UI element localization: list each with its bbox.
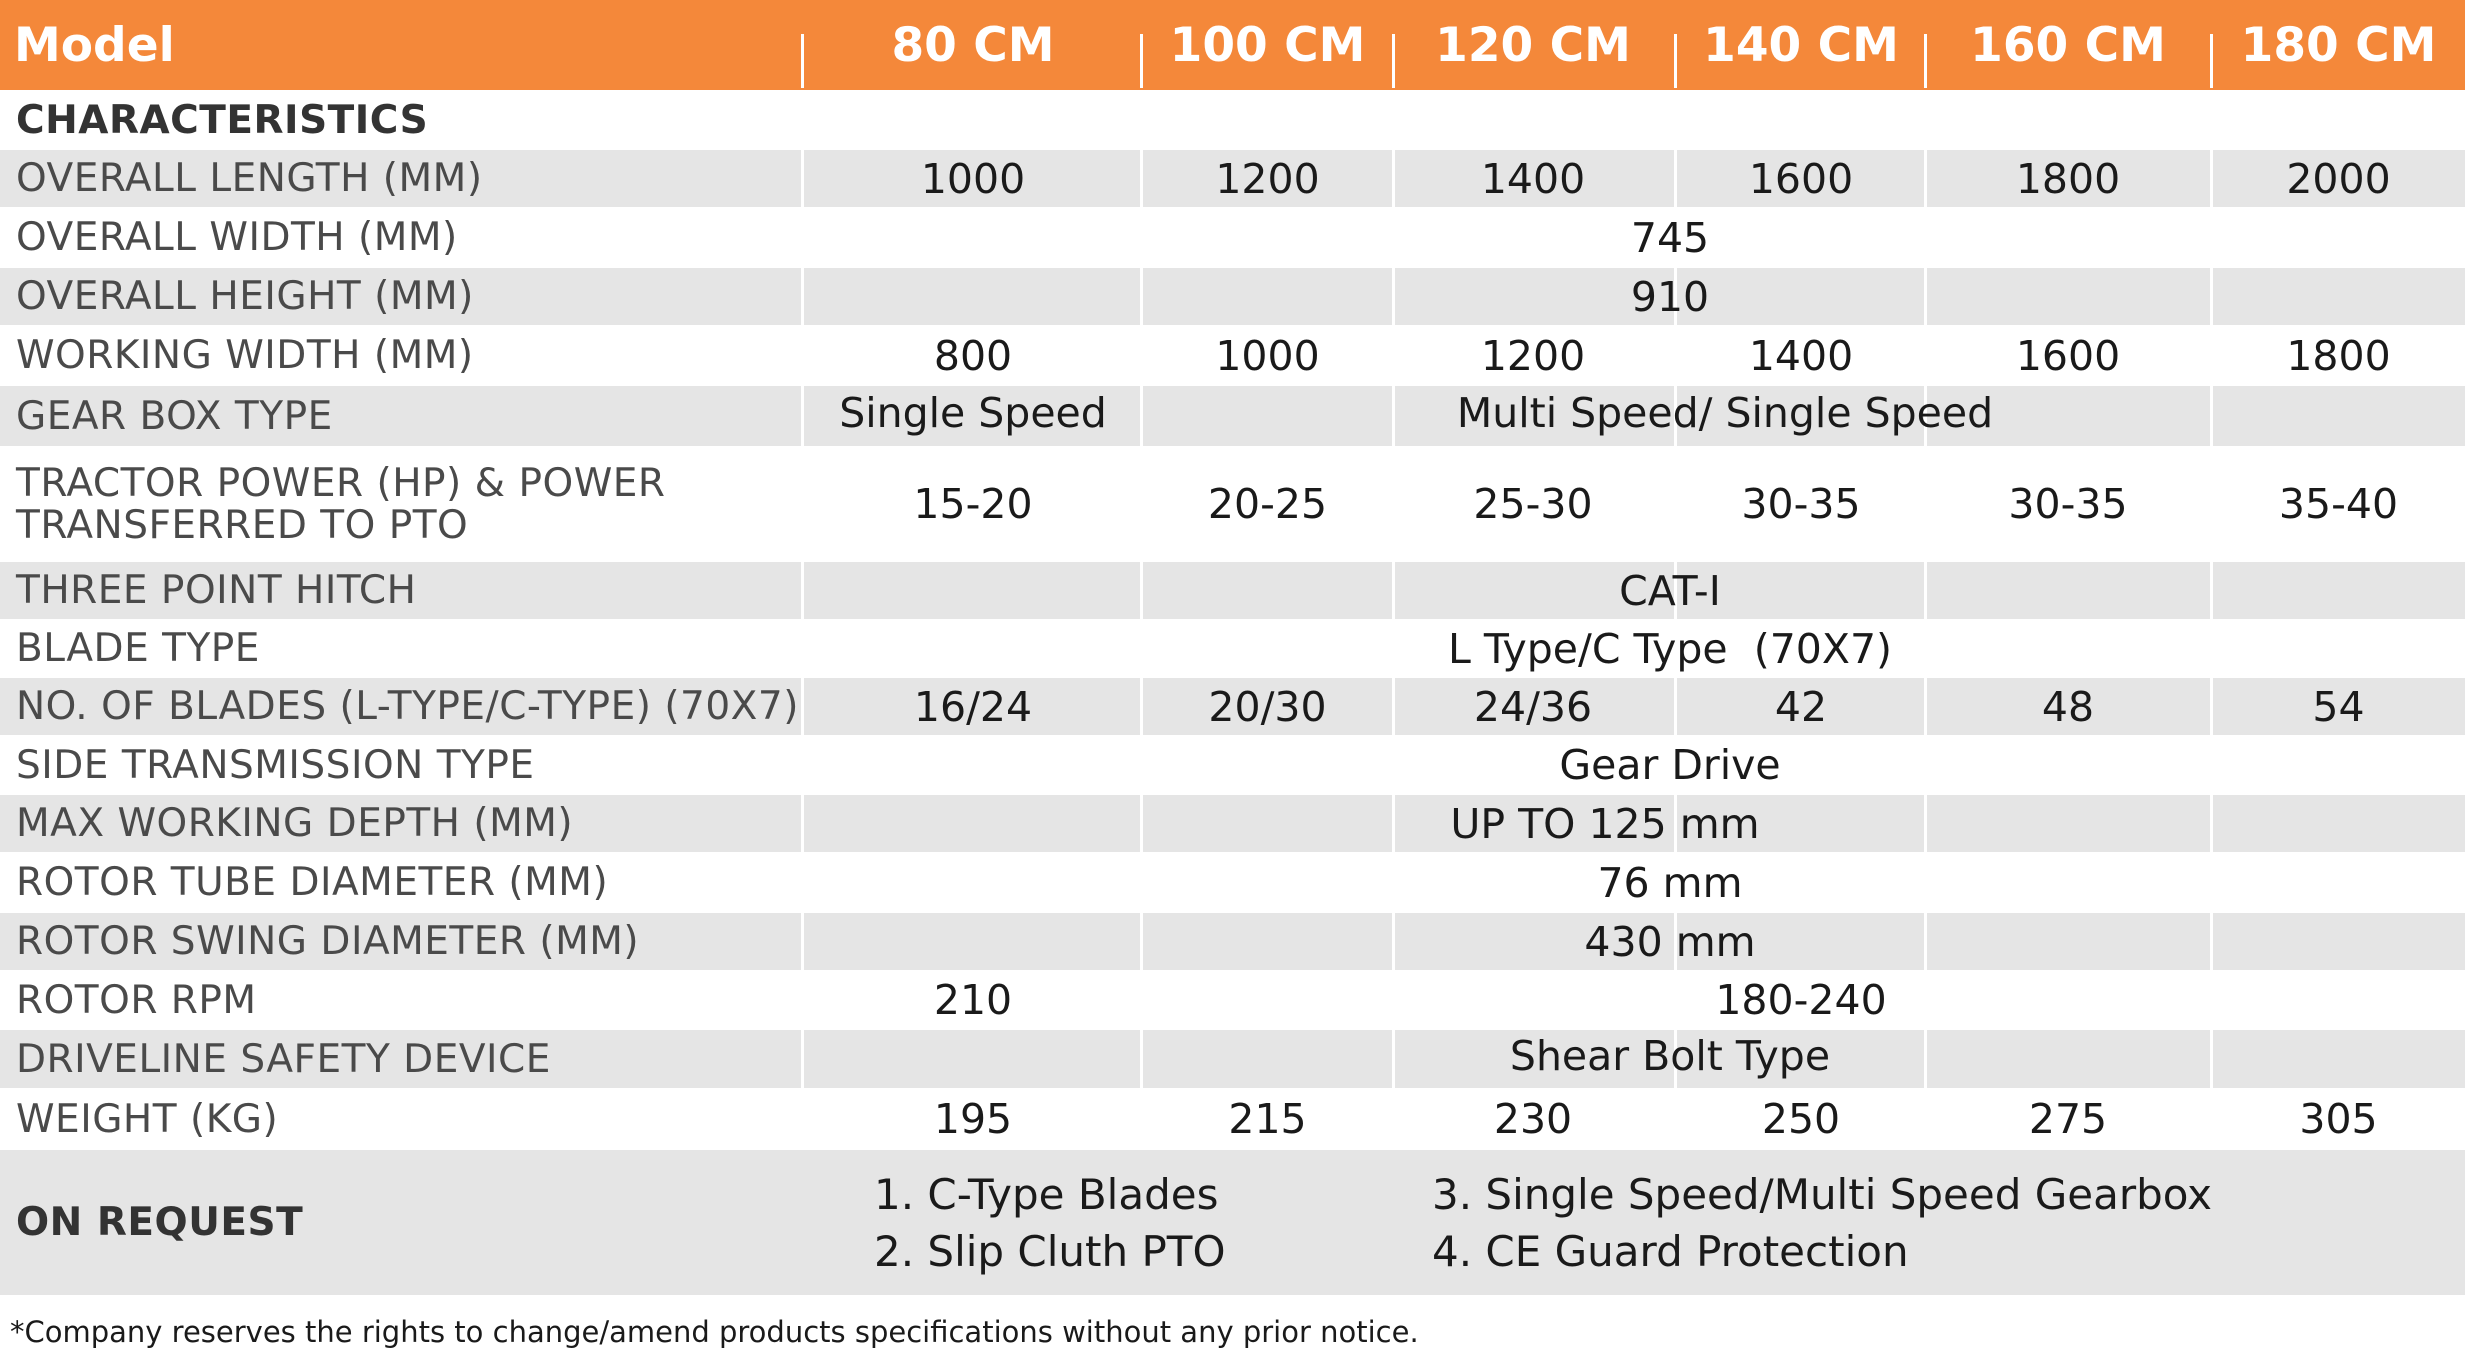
model-180cm-header: 180 CM bbox=[2240, 17, 2437, 73]
cell-tractor-power-80: 15-20 bbox=[913, 480, 1033, 528]
cell-weight-120: 230 bbox=[1493, 1095, 1573, 1143]
row-label-blade-type: BLADE TYPE bbox=[16, 626, 260, 671]
cell-rotor-swing-diameter: 430 mm bbox=[1584, 917, 1756, 966]
model-160cm-header: 160 CM bbox=[1970, 17, 2166, 73]
cell-tractor-power-160: 30-35 bbox=[2008, 480, 2128, 528]
cell-tractor-power-140: 30-35 bbox=[1741, 480, 1861, 528]
cell-no-of-blades-120: 24/36 bbox=[1473, 682, 1593, 731]
cell-working-width-120: 1200 bbox=[1480, 331, 1586, 380]
cell-no-of-blades-180: 54 bbox=[2312, 682, 2365, 731]
cell-rotor-rpm-rest: 180-240 bbox=[1715, 976, 1887, 1024]
row-label-driveline-safety: DRIVELINE SAFETY DEVICE bbox=[16, 1036, 551, 1082]
model-140cm-header: 140 CM bbox=[1703, 17, 1899, 73]
row-label-side-transmission: SIDE TRANSMISSION TYPE bbox=[16, 742, 535, 788]
cell-three-point-hitch: CAT-I bbox=[1619, 566, 1721, 615]
cell-driveline-safety: Shear Bolt Type bbox=[1509, 1032, 1831, 1080]
model-80cm-header: 80 CM bbox=[891, 17, 1055, 73]
cell-overall-length-120: 1400 bbox=[1480, 154, 1586, 203]
cell-working-width-180: 1800 bbox=[2286, 331, 2391, 380]
row-label-tractor-power: TRACTOR POWER (HP) & POWER TRANSFERRED TO PTO bbox=[16, 460, 666, 548]
column-separator bbox=[1392, 90, 1395, 1150]
cell-max-working-depth: UP TO 125 mm bbox=[1450, 799, 1760, 848]
on-request-item-4: 4. CE Guard Protection bbox=[1432, 1226, 1909, 1276]
row-label-overall-length: OVERALL LENGTH (MM) bbox=[16, 156, 483, 201]
on-request-item-1: 1. C-Type Blades bbox=[874, 1169, 1219, 1219]
on-request-item-3: 3. Single Speed/Multi Speed Gearbox bbox=[1432, 1169, 2213, 1219]
cell-weight-80: 195 bbox=[933, 1095, 1013, 1143]
cell-no-of-blades-80: 16/24 bbox=[913, 682, 1033, 731]
row-label-rotor-rpm: ROTOR RPM bbox=[16, 977, 257, 1023]
cell-blade-type: L Type/C Type (70X7) bbox=[1447, 624, 1893, 673]
model-120cm-header: 120 CM bbox=[1435, 17, 1631, 73]
cell-weight-160: 275 bbox=[2028, 1095, 2108, 1143]
cell-side-transmission: Gear Drive bbox=[1559, 741, 1781, 789]
row-label-gear-box-type: GEAR BOX TYPE bbox=[16, 393, 333, 439]
row-label-three-point-hitch: THREE POINT HITCH bbox=[16, 568, 417, 613]
section-title: CHARACTERISTICS bbox=[16, 97, 429, 143]
cell-no-of-blades-140: 42 bbox=[1774, 682, 1828, 731]
model-100cm-header: 100 CM bbox=[1169, 17, 1366, 73]
footnote: *Company reserves the rights to change/amend products specifications without any prior notice. bbox=[10, 1315, 1419, 1349]
cell-working-width-160: 1600 bbox=[2015, 331, 2121, 380]
cell-gear-box-rest: Multi Speed/ Single Speed bbox=[1456, 389, 1994, 437]
cell-working-width-80: 800 bbox=[933, 331, 1013, 380]
cell-gear-box-80: Single Speed bbox=[839, 389, 1107, 437]
cell-weight-180: 305 bbox=[2299, 1095, 2378, 1143]
on-request-item-2: 2. Slip Cluth PTO bbox=[874, 1226, 1226, 1276]
cell-tractor-power-100: 20-25 bbox=[1207, 480, 1328, 528]
cell-no-of-blades-100: 20/30 bbox=[1208, 682, 1327, 731]
row-label-weight: WEIGHT (KG) bbox=[16, 1096, 279, 1142]
cell-tractor-power-180: 35-40 bbox=[2278, 480, 2399, 528]
row-label-rotor-swing-diameter: ROTOR SWING DIAMETER (MM) bbox=[16, 919, 640, 964]
cell-working-width-140: 1400 bbox=[1748, 331, 1854, 380]
row-label-working-width: WORKING WIDTH (MM) bbox=[16, 333, 474, 378]
cell-overall-length-100: 1200 bbox=[1215, 154, 1320, 203]
cell-overall-width: 745 bbox=[1630, 213, 1710, 262]
row-label-max-working-depth: MAX WORKING DEPTH (MM) bbox=[16, 801, 574, 846]
cell-overall-length-180: 2000 bbox=[2286, 154, 2391, 203]
cell-rotor-rpm-80: 210 bbox=[933, 976, 1013, 1024]
cell-overall-length-80: 1000 bbox=[920, 154, 1026, 203]
row-label-overall-width: OVERALL WIDTH (MM) bbox=[16, 215, 458, 260]
cell-weight-100: 215 bbox=[1228, 1095, 1307, 1143]
row-label-overall-height: OVERALL HEIGHT (MM) bbox=[16, 274, 474, 319]
cell-overall-height: 910 bbox=[1630, 272, 1710, 321]
on-request-label: ON REQUEST bbox=[16, 1200, 304, 1245]
cell-working-width-100: 1000 bbox=[1215, 331, 1320, 380]
row-label-no-of-blades: NO. OF BLADES (L-TYPE/C-TYPE) (70X7) bbox=[16, 684, 799, 729]
model-header: Model bbox=[14, 17, 175, 73]
cell-no-of-blades-160: 48 bbox=[2041, 682, 2095, 731]
cell-rotor-tube-diameter: 76 mm bbox=[1597, 858, 1743, 907]
cell-overall-length-160: 1800 bbox=[2015, 154, 2121, 203]
cell-overall-length-140: 1600 bbox=[1748, 154, 1854, 203]
row-label-rotor-tube-diameter: ROTOR TUBE DIAMETER (MM) bbox=[16, 860, 609, 905]
cell-weight-140: 250 bbox=[1761, 1095, 1841, 1143]
cell-tractor-power-120: 25-30 bbox=[1473, 480, 1593, 528]
column-separator bbox=[2210, 90, 2213, 1150]
